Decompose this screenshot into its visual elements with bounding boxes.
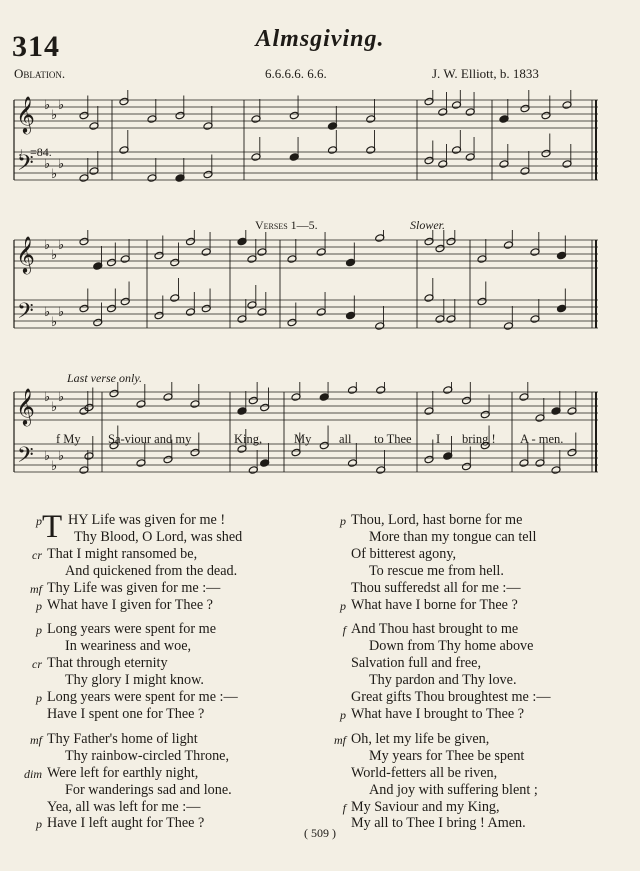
verse-line <box>318 546 628 563</box>
hymn-text-right-column <box>318 512 628 840</box>
treble-clef-icon: 𝄞 <box>16 387 35 425</box>
verse-line-text: That through eternity <box>47 655 168 672</box>
verse-line-text: World-fetters all be riven, <box>351 764 498 781</box>
verse-line-text: My Saviour and my King, <box>351 798 500 815</box>
lyric-syllable: I <box>436 432 441 446</box>
composer: J. W. Elliott, b. 1833 <box>432 66 539 81</box>
verse-line <box>318 748 628 765</box>
verse-line-text: My years for Thee be spent <box>369 747 525 764</box>
verse-line-text: What have I borne for Thee ? <box>351 596 518 613</box>
verse-line <box>14 689 314 706</box>
dynamic-mark: f <box>342 800 346 815</box>
verse-line <box>14 765 314 782</box>
verse-line <box>318 529 628 546</box>
verse-line-text: Long years were spent for me <box>47 621 217 638</box>
verse-line <box>318 597 628 614</box>
flat-sign-icon: ♭ <box>58 156 65 171</box>
flat-sign-icon: ♭ <box>58 304 65 319</box>
flat-sign-icon: ♭ <box>44 237 51 252</box>
tempo-marking: ♩=84. <box>18 145 52 159</box>
verse-line-text: And joy with suffering blent ; <box>369 781 538 798</box>
lyric-syllable: A - men. <box>520 432 564 446</box>
verse-line <box>14 782 314 799</box>
dynamic-mark: mf <box>30 732 42 747</box>
verse-line <box>318 689 628 706</box>
verse-line-text: My all to Thee I bring ! Amen. <box>351 815 526 832</box>
score-system-1 <box>12 90 612 210</box>
verse-line <box>14 621 314 638</box>
page-number: ( 509 ) <box>304 826 336 840</box>
treble-clef-icon: 𝄞 <box>16 235 35 273</box>
bass-clef-icon: 𝄢 <box>17 299 34 329</box>
dynamic-mark: p <box>340 514 346 528</box>
verse-line <box>318 580 628 597</box>
flat-sign-icon: ♭ <box>51 107 58 122</box>
stanza-6 <box>318 731 628 832</box>
verse-line <box>318 621 628 638</box>
dynamic-mark: f <box>342 623 346 638</box>
meter: 6.6.6.6. 6.6. <box>265 66 327 81</box>
verse-line-text: In weariness and woe, <box>65 638 192 655</box>
flat-sign-icon: ♭ <box>44 448 51 463</box>
verse-line-text: Thy Life was given for me :— <box>47 579 221 596</box>
verse-line <box>318 655 628 672</box>
verse-line-text: What have I given for Thee ? <box>47 596 213 613</box>
verse-line-text: Yea, all was left for me :— <box>47 798 201 815</box>
tempo-slower-label: Slower. <box>410 218 446 232</box>
verse-line <box>14 748 314 765</box>
flat-sign-icon: ♭ <box>51 166 58 181</box>
lyric-syllable: My <box>294 432 312 446</box>
verse-line <box>318 706 628 723</box>
verse-line-text: Thy Blood, O Lord, was shed <box>74 528 243 545</box>
music-system-2 <box>12 230 612 360</box>
flat-sign-icon: ♭ <box>44 389 51 404</box>
stanza-1 <box>14 509 314 613</box>
verse-line-text: Long years were spent for me :— <box>47 689 238 706</box>
flat-sign-icon: ♭ <box>44 97 51 112</box>
flat-sign-icon: ♭ <box>51 314 58 329</box>
verse-line-text: Thou, Lord, hast borne for me <box>351 512 523 528</box>
flat-sign-icon: ♭ <box>58 97 65 112</box>
verse-line-text: Have I left aught for Thee ? <box>47 815 205 832</box>
verse-line <box>14 799 314 816</box>
treble-clef-icon: 𝄞 <box>16 95 35 133</box>
dynamic-mark: p <box>36 598 42 613</box>
hymn-text-left-column <box>14 509 314 840</box>
stanza-2 <box>14 621 314 722</box>
hymn-number: 314 <box>12 30 60 63</box>
verse-line-text: And Thou hast brought to me <box>351 621 519 638</box>
verse-line-text: Thy pardon and Thy love. <box>369 672 517 689</box>
flat-sign-icon: ♭ <box>51 458 58 473</box>
verse-line <box>14 529 314 546</box>
verse-line <box>318 638 628 655</box>
lyric-syllable: to Thee <box>374 432 412 446</box>
score-system-2 <box>12 230 612 360</box>
verse-line-text: Thou sufferedst all for me :— <box>351 579 521 596</box>
verse-line <box>318 731 628 748</box>
flat-sign-icon: ♭ <box>58 448 65 463</box>
verse-line-text: More than my tongue can tell <box>369 528 537 545</box>
verse-line-text: Thy Father's home of light <box>47 730 198 747</box>
verse-line <box>14 638 314 655</box>
verse-line <box>318 782 628 799</box>
verse-line-text: Salvation full and free, <box>351 655 482 672</box>
dynamic-mark: p <box>36 623 42 638</box>
verse-line-text: And quickened from the dead. <box>65 562 238 579</box>
verse-line <box>14 672 314 689</box>
verse-line <box>318 765 628 782</box>
flat-sign-icon: ♭ <box>58 237 65 252</box>
verses-label: Verses 1—5. <box>255 218 318 232</box>
verse-line <box>318 672 628 689</box>
verse-line-text: Oh, let my life be given, <box>351 730 490 747</box>
verse-line-text: Have I spent one for Thee ? <box>47 705 205 722</box>
flat-sign-icon: ♭ <box>51 399 58 414</box>
stanza-3 <box>14 731 314 832</box>
verse-line <box>14 580 314 597</box>
lyric-syllable: f My <box>56 432 81 446</box>
dynamic-mark: p <box>340 707 346 722</box>
verse-line <box>14 731 314 748</box>
dynamic-mark: cr <box>32 657 42 672</box>
verse-line-text: Thy rainbow-circled Throne, <box>65 747 230 764</box>
verse-line <box>318 799 628 816</box>
verse-line <box>318 512 628 529</box>
verse-line-text: For wanderings sad and lone. <box>65 781 232 798</box>
verse-line <box>14 706 314 723</box>
lyric-syllable: Sa-viour and my <box>108 432 192 446</box>
dynamic-mark: dim <box>24 766 42 781</box>
hymn-title: Almsgiving. <box>255 26 385 52</box>
verse-line-text: That I might ransomed be, <box>47 545 198 562</box>
lyric-syllable: all <box>339 432 352 446</box>
verse-line <box>14 597 314 614</box>
bass-clef-icon: 𝄢 <box>17 151 34 181</box>
verse-line <box>318 563 628 580</box>
dynamic-mark: mf <box>30 581 42 596</box>
bass-clef-icon: 𝄢 <box>17 443 34 473</box>
verse-line <box>14 563 314 580</box>
verse-line-text: Of bitterest agony, <box>351 545 457 562</box>
stanza-5 <box>318 621 628 722</box>
verse-line-text: HY Life was given for me ! <box>68 512 226 528</box>
tune-name: Oblation. <box>14 66 66 81</box>
verse-line-text: Thy glory I might know. <box>65 672 204 689</box>
flat-sign-icon: ♭ <box>44 304 51 319</box>
flat-sign-icon: ♭ <box>51 247 58 262</box>
drop-cap: T <box>42 509 63 545</box>
verse-line <box>14 546 314 563</box>
verse-line-text: Were left for earthly night, <box>47 764 199 781</box>
music-system-1 <box>12 90 612 210</box>
verse-line-text: Down from Thy home above <box>369 638 534 655</box>
stanza-4 <box>318 512 628 613</box>
flat-sign-icon: ♭ <box>58 389 65 404</box>
dynamic-mark: mf <box>334 732 346 747</box>
verse-line-text: Great gifts Thou broughtest me :— <box>351 689 551 706</box>
flat-sign-icon: ♭ <box>44 156 51 171</box>
verse-line-text: To rescue me from hell. <box>369 562 504 579</box>
dynamic-mark: p <box>36 691 42 706</box>
last-verse-label: Last verse only. <box>67 371 142 385</box>
dynamic-mark: p <box>36 817 42 832</box>
verse-line <box>14 655 314 672</box>
lyric-syllable: King, <box>234 432 263 446</box>
dynamic-mark: p <box>340 598 346 613</box>
dynamic-mark: cr <box>32 547 42 562</box>
verse-line-text: What have I brought to Thee ? <box>351 705 525 722</box>
dynamic-mark: p <box>36 514 42 528</box>
lyric-syllable: bring ! <box>462 432 496 446</box>
